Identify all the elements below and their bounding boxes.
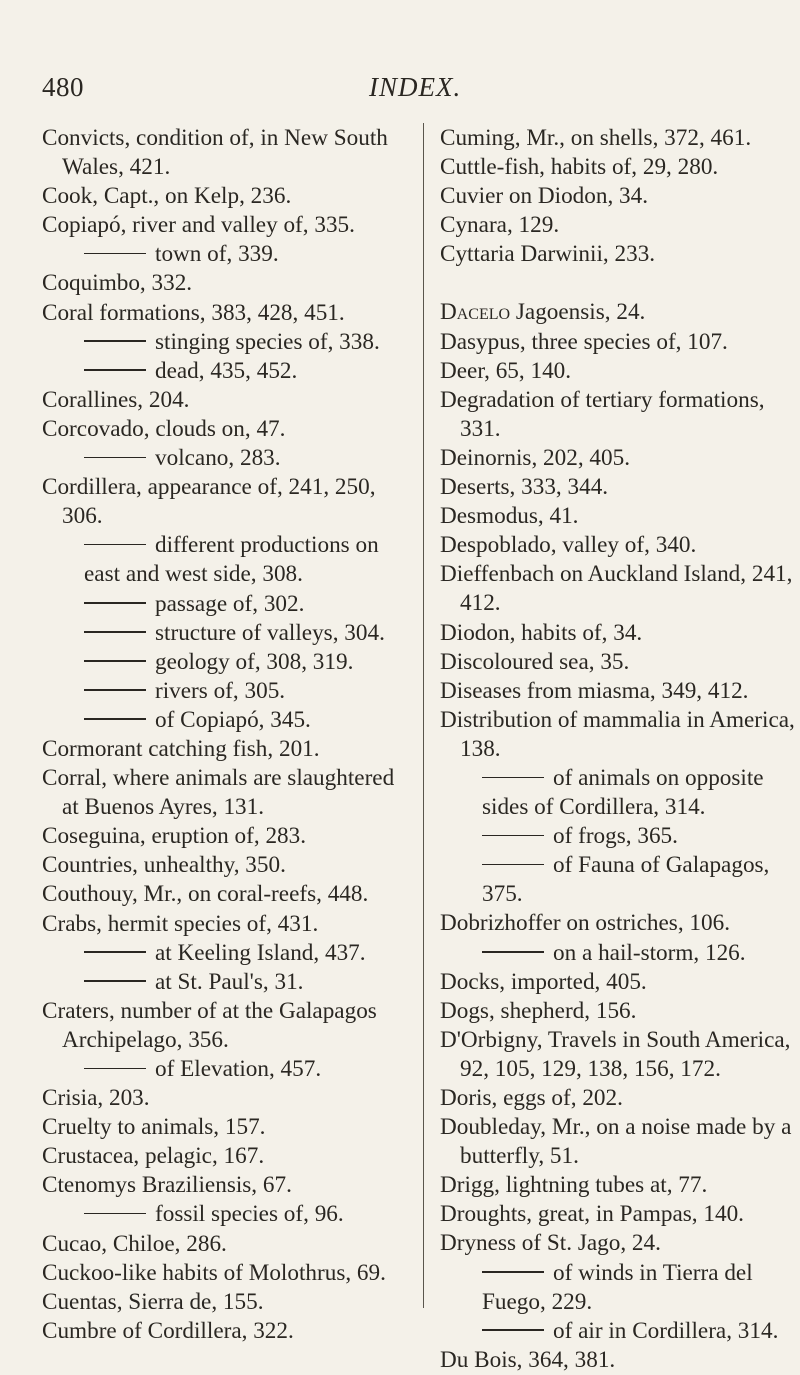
entry-text: geology of, 308, 319.: [155, 648, 354, 675]
index-entry: [440, 560, 800, 618]
entry-text: Dacelo Jagoensis, 24.: [440, 299, 646, 326]
entry-text: D'Orbigny, Travels in South America, 92, 105, 129, 138, 156, 172.: [440, 1026, 791, 1082]
index-subentry: [42, 240, 410, 269]
ditto-dash: [482, 1329, 544, 1330]
entry-text: Desmodus, 41.: [440, 503, 579, 530]
entry-text: Cuvier on Diodon, 34.: [440, 183, 649, 210]
index-entry: [440, 240, 800, 269]
entry-text: Cuckoo-like habits of Molothrus, 69.: [42, 1259, 386, 1286]
page-number: 480: [42, 72, 84, 102]
entry-text: Cuentas, Sierra de, 155.: [42, 1288, 264, 1315]
entry-text: Cruelty to animals, 157.: [42, 1114, 266, 1141]
entry-text: Corcovado, clouds on, 47.: [42, 415, 286, 442]
entry-text: Degradation of tertiary formations, 331.: [440, 386, 765, 442]
ditto-dash: [84, 631, 146, 632]
index-entry: [440, 124, 800, 153]
index-entry: [440, 1113, 800, 1171]
entry-text: Coquimbo, 332.: [42, 270, 193, 297]
entry-text: fossil species of, 96.: [155, 1201, 344, 1228]
index-entry: [42, 124, 410, 182]
index-entry: [440, 386, 800, 444]
index-entry: [42, 182, 410, 211]
index-entry: [42, 1230, 410, 1259]
index-entry: [440, 211, 800, 240]
ditto-dash: [482, 1271, 544, 1272]
ditto-dash: [84, 1213, 146, 1214]
entry-text: Cormorant catching fish, 201.: [42, 735, 320, 762]
entry-text: Cordillera, appearance of, 241, 250, 306.: [42, 474, 376, 530]
index-entry: [440, 1200, 800, 1229]
index-subentry: [42, 648, 410, 677]
entry-text: Crustacea, pelagic, 167.: [42, 1143, 265, 1170]
index-entry: [440, 648, 800, 677]
index-entry: [42, 822, 410, 851]
column-divider: [423, 123, 424, 1308]
index-subentry: [42, 328, 410, 357]
index-entry: [440, 1346, 800, 1375]
entry-text: Dasypus, three species of, 107.: [440, 328, 728, 355]
entry-text: Corallines, 204.: [42, 386, 190, 413]
entry-text: Coseguina, eruption of, 283.: [42, 823, 307, 850]
ditto-dash: [482, 835, 544, 836]
index-entry: [440, 444, 800, 473]
entry-text: of frogs, 365.: [553, 823, 678, 850]
index-column-right: [440, 124, 800, 1375]
entry-text: Cuming, Mr., on shells, 372, 461.: [440, 125, 752, 151]
index-entry: [440, 909, 800, 938]
ditto-dash: [84, 457, 146, 458]
index-entry: [440, 502, 800, 531]
entry-text: of Copiapó, 345.: [155, 706, 311, 733]
ditto-dash: [84, 689, 146, 690]
index-entry: [42, 473, 410, 531]
ditto-dash: [84, 544, 146, 545]
entry-text: Deserts, 333, 344.: [440, 474, 609, 501]
index-entry: [440, 531, 800, 560]
ditto-dash: [84, 1068, 146, 1069]
entry-text: Cuttle-fish, habits of, 29, 280.: [440, 154, 719, 181]
running-head: INDEX.: [369, 72, 462, 102]
index-entry: [42, 997, 410, 1055]
index-entry: [440, 1171, 800, 1200]
index-subentry: [42, 1055, 410, 1084]
entry-text: Dieffenbach on Auckland Island, 241, 412.: [440, 561, 793, 617]
entry-text: Crisia, 203.: [42, 1085, 150, 1112]
page-header: [42, 72, 742, 112]
index-subentry: [42, 939, 410, 968]
index-entry: [440, 706, 800, 764]
index-entry: [42, 1084, 410, 1113]
entry-text: Cucao, Chiloe, 286.: [42, 1230, 227, 1257]
entry-text: Cumbre of Cordillera, 322.: [42, 1317, 294, 1344]
ditto-dash: [84, 951, 146, 952]
entry-text: Cyttaria Darwinii, 233.: [440, 241, 656, 268]
entry-text: Dryness of St. Jago, 24.: [440, 1230, 661, 1257]
entry-text: Droughts, great, in Pampas, 140.: [440, 1201, 744, 1228]
index-entry: [440, 153, 800, 182]
entry-text: Crabs, hermit species of, 431.: [42, 910, 319, 937]
entry-text: Diseases from miasma, 349, 412.: [440, 677, 749, 704]
entry-text: passage of, 302.: [155, 590, 305, 617]
entry-text: Despoblado, valley of, 340.: [440, 532, 697, 559]
entry-text: Coral formations, 383, 428, 451.: [42, 299, 345, 326]
entry-text: Diodon, habits of, 34.: [440, 619, 643, 646]
index-subentry: [42, 1200, 410, 1229]
ditto-dash: [84, 718, 146, 719]
index-entry: [440, 182, 800, 211]
index-entry: [42, 386, 410, 415]
index-entry: [42, 299, 410, 328]
entry-text: stinging species of, 338.: [155, 328, 380, 355]
index-subentry: [440, 939, 800, 968]
index-subentry: [42, 531, 410, 589]
entry-text: of winds in Tierra del Fuego, 229.: [482, 1259, 753, 1315]
index-subentry: [440, 1259, 800, 1317]
index-subentry: [440, 822, 800, 851]
index-entry: [42, 764, 410, 822]
ditto-dash: [482, 951, 544, 952]
index-entry: [440, 1026, 800, 1084]
index-entry: [440, 473, 800, 502]
index-entry: [42, 211, 410, 240]
entry-text: of animals on opposite sides of Cordillera, 314.: [482, 764, 764, 821]
ditto-dash: [84, 340, 146, 341]
index-entry: [42, 1288, 410, 1317]
entry-text: Corral, where animals are slaughtered at Buenos Ayres, 131.: [42, 765, 395, 821]
entry-text: at St. Paul's, 31.: [155, 968, 304, 995]
index-entry: [42, 415, 410, 444]
entry-text: volcano, 283.: [155, 445, 281, 472]
entry-text: Countries, unhealthy, 350.: [42, 852, 286, 879]
index-entry: [440, 357, 800, 386]
index-entry: [42, 1259, 410, 1288]
index-subentry: [42, 968, 410, 997]
index-entry: [440, 1229, 800, 1258]
ditto-dash: [482, 864, 544, 865]
index-entry: [42, 1142, 410, 1171]
entry-text: Dogs, shepherd, 156.: [440, 997, 637, 1024]
entry-text: of Fauna of Galapagos, 375.: [482, 852, 770, 908]
entry-text: different productions on east and west side, 308.: [84, 532, 379, 588]
entry-text: Doubleday, Mr., on a noise made by a butterfly, 51.: [440, 1114, 792, 1170]
index-entry: [42, 735, 410, 764]
index-subentry: [42, 706, 410, 735]
entry-text: at Keeling Island, 437.: [155, 939, 366, 966]
entry-text: Copiapó, river and valley of, 335.: [42, 212, 355, 239]
entry-text: town of, 339.: [155, 241, 279, 268]
entry-text: on a hail-storm, 126.: [553, 939, 746, 966]
ditto-dash: [482, 777, 544, 778]
index-subentry: [42, 619, 410, 648]
index-entry: [440, 328, 800, 357]
index-subentry: [42, 444, 410, 473]
entry-text: Craters, number of at the Galapagos Archipelago, 356.: [42, 997, 377, 1053]
index-entry: [440, 968, 800, 997]
entry-text: Dobrizhoffer on ostriches, 106.: [440, 910, 730, 937]
entry-text: Couthouy, Mr., on coral-reefs, 448.: [42, 881, 369, 908]
entry-text: Docks, imported, 405.: [440, 968, 647, 995]
entry-text: Deinornis, 202, 405.: [440, 444, 630, 471]
entry-text: Drigg, lightning tubes at, 77.: [440, 1172, 708, 1199]
index-subentry: [440, 1317, 800, 1346]
index-subentry: [42, 677, 410, 706]
index-entry: [42, 269, 410, 298]
index-entry: [440, 997, 800, 1026]
entry-text: Ctenomys Braziliensis, 67.: [42, 1172, 292, 1199]
ditto-dash: [84, 369, 146, 370]
ditto-dash: [84, 660, 146, 661]
ditto-dash: [84, 980, 146, 981]
index-entry: [42, 1317, 410, 1346]
index-entry: [42, 1171, 410, 1200]
index-entry: [42, 910, 410, 939]
entry-text: Cook, Capt., on Kelp, 236.: [42, 183, 292, 210]
index-subentry: [440, 764, 800, 822]
entry-text: Doris, eggs of, 202.: [440, 1085, 623, 1111]
entry-text: Deer, 65, 140.: [440, 357, 572, 384]
index-entry: [440, 619, 800, 648]
index-entry: [42, 1113, 410, 1142]
index-subentry: [42, 357, 410, 386]
index-entry: [440, 298, 800, 327]
entry-text: Discoloured sea, 35.: [440, 648, 630, 675]
ditto-dash: [84, 602, 146, 603]
index-entry: [440, 677, 800, 706]
index-subentry: [440, 851, 800, 909]
index-entry: [42, 880, 410, 909]
entry-text: structure of valleys, 304.: [155, 619, 385, 646]
index-column-left: [42, 124, 410, 1346]
ditto-dash: [84, 253, 146, 254]
index-subentry: [42, 590, 410, 619]
entry-text: of Elevation, 457.: [155, 1056, 322, 1082]
entry-text: rivers of, 305.: [155, 677, 286, 704]
entry-text: Cynara, 129.: [440, 212, 560, 239]
entry-text: of air in Cordillera, 314.: [553, 1317, 779, 1344]
entry-text: Convicts, condition of, in New South Wales, 421.: [42, 125, 388, 181]
index-entry: [440, 1084, 800, 1113]
entry-text: Du Bois, 364, 381.: [440, 1346, 616, 1373]
entry-text: dead, 435, 452.: [155, 357, 298, 384]
entry-text: Distribution of mammalia in America, 138.: [440, 706, 795, 762]
index-entry: [42, 851, 410, 880]
